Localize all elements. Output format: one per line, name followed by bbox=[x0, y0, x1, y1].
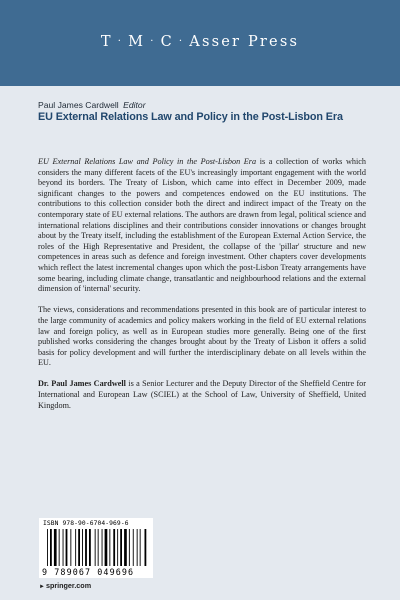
barcode-bar bbox=[75, 529, 76, 566]
barcode-bar bbox=[137, 529, 138, 566]
publisher-band bbox=[0, 0, 400, 86]
author-bio bbox=[38, 379, 366, 411]
barcode-bar bbox=[50, 529, 52, 566]
barcode-bar bbox=[54, 529, 57, 566]
editor-role: Editor bbox=[123, 100, 146, 110]
barcode-bars bbox=[47, 529, 147, 566]
arrow-right-icon: ► bbox=[39, 584, 45, 590]
barcode-bar bbox=[105, 529, 108, 566]
isbn-label: ISBN 978-90-6704-969-6 bbox=[43, 520, 129, 527]
blurb-paragraph-2 bbox=[38, 305, 366, 369]
isbn-barcode bbox=[39, 518, 153, 578]
barcode-digits: 9 789067 049696 bbox=[42, 567, 135, 577]
paragraph-text: is a collection of works which considers the many different facets of the EU's increasingly important engagement with the world beyond its borders. The Treaty of Lisbon, which came into effect in December 2009, made significant changes to the powers and competences endowed on the EU institutions. The contributions to this collection consider both the direct and indirect impact of the Treaty on the contemporary state of EU external relations. The authors are drawn from legal, political science and international relations disciplines and their contributions consider innovations or changes brought about by the Treaty itself, including the establishment of the European External Action Service, the roles of the High Representative and President, the collapse of the 'pillar' structure and new competences in areas such as defence and foreign investment. Other chapters cover developments which reflect the latest incremental changes upon which the post-Lisbon Treaty arrangements have some bearing, including climate change, transatlantic and neighbourhood relations and the external dimension of 'internal' security. bbox=[38, 157, 366, 294]
barcode-bar bbox=[133, 529, 134, 566]
blurb-paragraph-1 bbox=[38, 157, 366, 295]
barcode-bar bbox=[124, 529, 127, 566]
paragraph-text: is a Senior Lecturer and the Deputy Director of the Sheffield Centre for International and European Law (SCIEL) at the School of Law, University of Sheffield, United Kingdom. bbox=[38, 379, 366, 410]
barcode-bar bbox=[109, 529, 110, 566]
barcode-bar bbox=[95, 529, 96, 566]
editor-credit bbox=[38, 100, 146, 110]
barcode-bar bbox=[129, 529, 130, 566]
publisher-part-1: T bbox=[100, 34, 113, 50]
blurb bbox=[38, 157, 366, 422]
author-name: Dr. Paul James Cardwell bbox=[38, 379, 126, 389]
barcode-bar bbox=[85, 529, 87, 566]
publisher-part-3: C bbox=[160, 34, 174, 50]
barcode-bar bbox=[98, 529, 99, 566]
publisher-website[interactable] bbox=[39, 581, 91, 590]
barcode-bar bbox=[63, 529, 64, 566]
barcode-bar bbox=[117, 529, 118, 566]
publisher-name bbox=[0, 34, 400, 50]
publisher-part-4: Asser Press bbox=[189, 34, 300, 50]
barcode-bar bbox=[82, 529, 83, 566]
barcode-bar bbox=[59, 529, 60, 566]
barcode-bar bbox=[140, 529, 141, 566]
publisher-part-2: M bbox=[128, 34, 146, 50]
barcode-bar bbox=[66, 529, 68, 566]
editor-name: Paul James Cardwell bbox=[38, 100, 119, 110]
paragraph-text: The views, considerations and recommendations presented in this book are of particular interest to the large community of academics and policy makers working in the field of EU external relations law and foreign policy, as well as in European studies more generally. Being one of the first published works considering the changes brought about by the Treaty of Lisbon it offers a solid basis for policy development and will further the interdisciplinary debate on all levels within the EU. bbox=[38, 305, 366, 368]
website-text: springer.com bbox=[45, 581, 92, 590]
barcode-bar bbox=[78, 529, 80, 566]
barcode-bar bbox=[47, 529, 48, 566]
barcode-bar bbox=[102, 529, 103, 566]
publisher-separator: · bbox=[178, 36, 185, 47]
book-title: EU External Relations Law and Policy in the Post-Lisbon Era bbox=[38, 111, 343, 123]
barcode-bar bbox=[113, 529, 115, 566]
italic-book-title: EU External Relations Law and Policy in the Post-Lisbon Era bbox=[38, 157, 257, 166]
barcode-bar bbox=[120, 529, 122, 566]
barcode-bar bbox=[145, 529, 147, 566]
barcode-bar bbox=[89, 529, 91, 566]
publisher-separator: · bbox=[117, 36, 124, 47]
barcode-bar bbox=[70, 529, 71, 566]
publisher-separator: · bbox=[150, 36, 156, 47]
